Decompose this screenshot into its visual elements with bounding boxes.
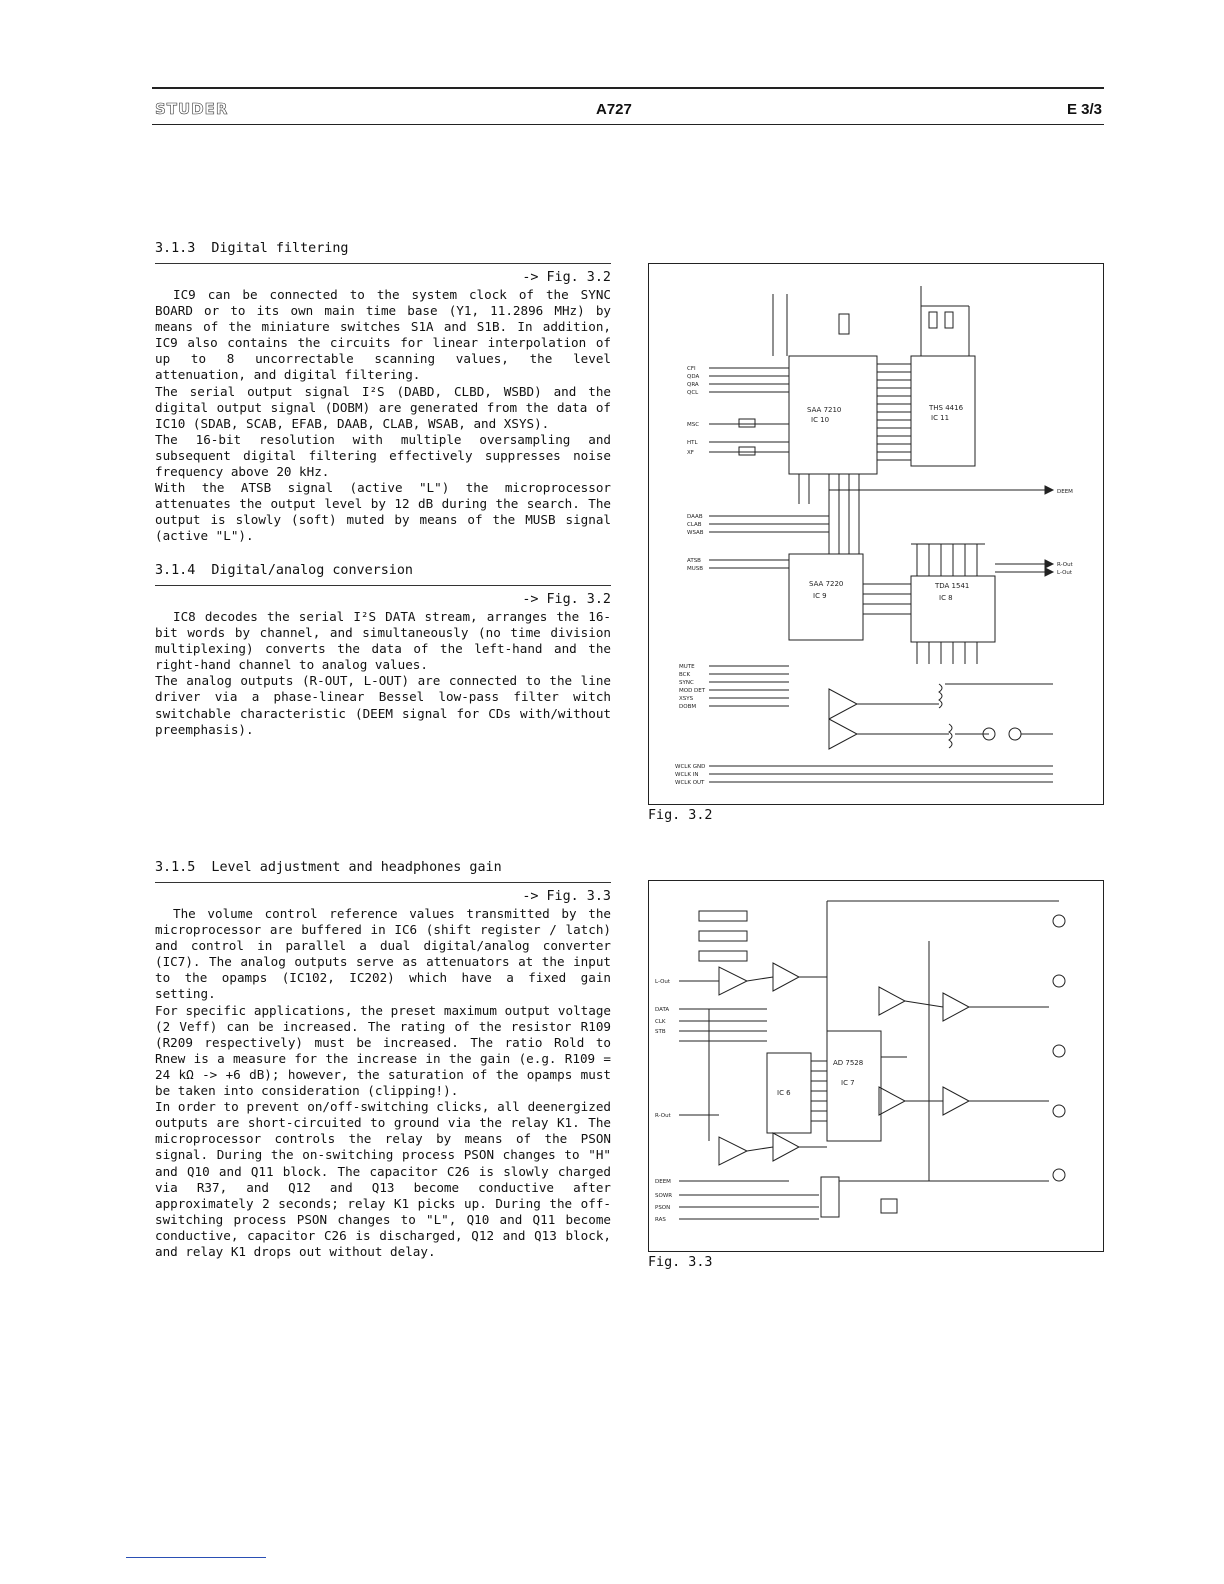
section-title: 3.1.3 Digital filtering [155, 241, 611, 264]
right-signal-labels [1057, 489, 1074, 576]
paragraph: The 16-bit resolution with multiple oversampling and subsequent digital filtering effectively suppresses noise frequency above 20 kHz. [155, 431, 611, 480]
schematic-fig-3-3 [649, 881, 1103, 1251]
chip-ref-label: IC 7 [841, 1079, 855, 1087]
page-number: E 3/3 [1066, 101, 1102, 118]
chip-ref-label: IC 9 [813, 592, 827, 600]
svg-text:DATA: DATA [655, 1007, 670, 1013]
opamp [829, 719, 857, 749]
svg-text:QCL: QCL [687, 390, 699, 396]
output-connector [1053, 915, 1065, 927]
svg-text:CLAB: CLAB [687, 522, 702, 528]
paragraph: The volume control reference values transmitted by the microprocessor are buffered in IC6 (shift register / latch) and control in parallel a dual digital/analog converter (IC7). The analog outputs serve as attenuators at the input to the opamps (IC102, IC202) which have a fixed gain setting. [155, 906, 611, 1002]
svg-text:L-Out: L-Out [1057, 570, 1073, 576]
header-rule [152, 87, 1104, 89]
chip-ic10 [789, 356, 877, 474]
brand-logo: STUDER [155, 100, 229, 118]
paragraph: IC8 decodes the serial I²S DATA stream, arranges the 16-bit words by channel, and simultaneously (no time division multiplexing) converts the data of the left-hand and the right-hand channel to analog values. [155, 609, 611, 673]
left-signal-labels [655, 979, 672, 1223]
figure-3-2 [648, 263, 1104, 805]
svg-text:SOWR: SOWR [655, 1193, 673, 1199]
svg-text:DEEM: DEEM [1057, 489, 1073, 495]
svg-text:STB: STB [655, 1029, 666, 1035]
section-title: 3.1.5 Level adjustment and headphones gain [155, 860, 611, 883]
svg-text:WCLK GND: WCLK GND [675, 764, 706, 770]
paragraph: In order to prevent on/off-switching clicks, all deenergized outputs are short-circuited to ground via the relay K1. The microprocessor controls the relay by means of the PSON signal. During the on-switching process PSON changes to "H" and Q10 and Q11 block. The capacitor C26 is slowly charged via R37, and Q12 and Q13 become conductive after approximately 2 seconds; relay K1 picks up. During the off-switching process PSON changes to "L", Q10 and Q11 become conductive, capacitor C26 is discharged, Q12 and Q13 block, and relay K1 drops out without delay. [155, 1099, 611, 1259]
svg-text:WCLK OUT: WCLK OUT [675, 780, 705, 786]
svg-text:DOBM: DOBM [679, 704, 697, 710]
schematic-fig-3-2 [649, 264, 1103, 804]
svg-text:WCLK IN: WCLK IN [675, 772, 699, 778]
document-code: A727 [596, 101, 632, 118]
opamp [719, 1137, 747, 1165]
output-connector [1009, 728, 1021, 740]
figure-caption: Fig. 3.3 [648, 1255, 713, 1270]
chip-part-label: AD 7528 [833, 1059, 864, 1067]
figure-3-3 [648, 880, 1104, 1252]
svg-text:DEEM: DEEM [655, 1179, 671, 1185]
figure-reference: -> Fig. 3.3 [522, 889, 611, 904]
paragraph: For specific applications, the preset maximum output voltage (2 Veff) can be increased. The rating of the resistor R109 (R209 respectively) must be increased. The ratio Rold to Rnew is a measure for the increase in the gain (e.g. R109 = 24 kΩ -> +6 dB); however, the saturation of the opamps must be taken into consideration (clipping!). [155, 1002, 611, 1099]
chip-part-label: SAA 7220 [809, 580, 844, 588]
output-connector [1053, 975, 1065, 987]
output-connector [1053, 1105, 1065, 1117]
svg-text:WSAB: WSAB [687, 530, 704, 536]
output-connector [1053, 1169, 1065, 1181]
svg-text:MUSB: MUSB [687, 566, 704, 572]
svg-text:MUTE: MUTE [679, 664, 695, 670]
svg-text:ATSB: ATSB [687, 558, 701, 564]
address-bus [877, 364, 911, 460]
paragraph: IC9 can be connected to the system clock of the SYNC BOARD or to its own main time base (Y1, 11.2896 MHz) by means of the miniature switches S1A and S1B. In addition, IC9 also contains the circuits for linear interpolation of up to 8 uncorrectable scanning values, the level attenuation, and digital filtering. [155, 287, 611, 383]
chip-ref-label: IC 11 [931, 414, 950, 422]
opamp [879, 1087, 905, 1115]
chip-part-label: IC 6 [777, 1089, 791, 1097]
paragraph: The serial output signal I²S (DABD, CLBD, WSBD) and the digital output signal (DOBM) are generated from the data of IC10 (SDAB, SCAB, EFAB, DAAB, CLAB, WSAB, and XSYS). [155, 383, 611, 431]
footnote-rule [126, 1557, 266, 1558]
chip-ref-label: IC 10 [811, 416, 830, 424]
svg-text:DAAB: DAAB [687, 514, 703, 520]
svg-text:BCK: BCK [679, 672, 691, 678]
svg-text:L-Out: L-Out [655, 979, 671, 985]
svg-text:XF: XF [687, 450, 694, 456]
paragraph: With the ATSB signal (active "L") the microprocessor attenuates the output level by 12 dB during the search. The output is slowly (soft) muted by means of the MUSB signal (active "L"). [155, 480, 611, 544]
chip-part-label: THS 4416 [929, 404, 964, 412]
bottom-signal-labels [675, 764, 705, 786]
opamp [773, 963, 799, 991]
svg-text:MOD DET: MOD DET [679, 688, 706, 694]
decoupling-caps [911, 544, 985, 664]
svg-text:CLK: CLK [655, 1019, 666, 1025]
opamp [719, 967, 747, 995]
figure-reference: -> Fig. 3.2 [522, 592, 611, 607]
figure-reference: -> Fig. 3.2 [522, 270, 611, 285]
chip-ref-label: IC 8 [939, 594, 953, 602]
svg-text:SYNC: SYNC [679, 680, 694, 686]
opamp [943, 993, 969, 1021]
header-underline [152, 124, 1104, 125]
opamp [879, 987, 905, 1015]
section-level-adjustment [155, 860, 611, 1260]
svg-text:R-Out: R-Out [655, 1113, 671, 1119]
svg-text:XSYS: XSYS [679, 696, 694, 702]
left-signal-labels [679, 366, 706, 710]
svg-text:HTL: HTL [687, 440, 698, 446]
output-connector [1053, 1045, 1065, 1057]
figure-caption: Fig. 3.2 [648, 808, 713, 823]
section-title: 3.1.4 Digital/analog conversion [155, 563, 611, 586]
svg-text:MSC: MSC [687, 422, 700, 428]
svg-text:R-Out: R-Out [1057, 562, 1073, 568]
opamp [773, 1133, 799, 1161]
relay-driver [821, 1177, 839, 1217]
section-digital-analog-conversion [155, 563, 611, 738]
svg-text:RAS: RAS [655, 1217, 666, 1223]
svg-text:PSON: PSON [655, 1205, 671, 1211]
opamp [943, 1087, 969, 1115]
chip-part-label: SAA 7210 [807, 406, 842, 414]
paragraph: The analog outputs (R-OUT, L-OUT) are connected to the line driver via a phase-linear Bessel low-pass filter witch switchable characteristic (DEEM signal for CDs with/without preemphasis). [155, 673, 611, 737]
section-digital-filtering [155, 241, 611, 545]
opamp [829, 689, 857, 719]
svg-text:QRA: QRA [687, 382, 699, 388]
svg-text:CFI: CFI [687, 366, 696, 372]
chip-part-label: TDA 1541 [935, 582, 970, 590]
svg-text:QDA: QDA [687, 374, 700, 380]
